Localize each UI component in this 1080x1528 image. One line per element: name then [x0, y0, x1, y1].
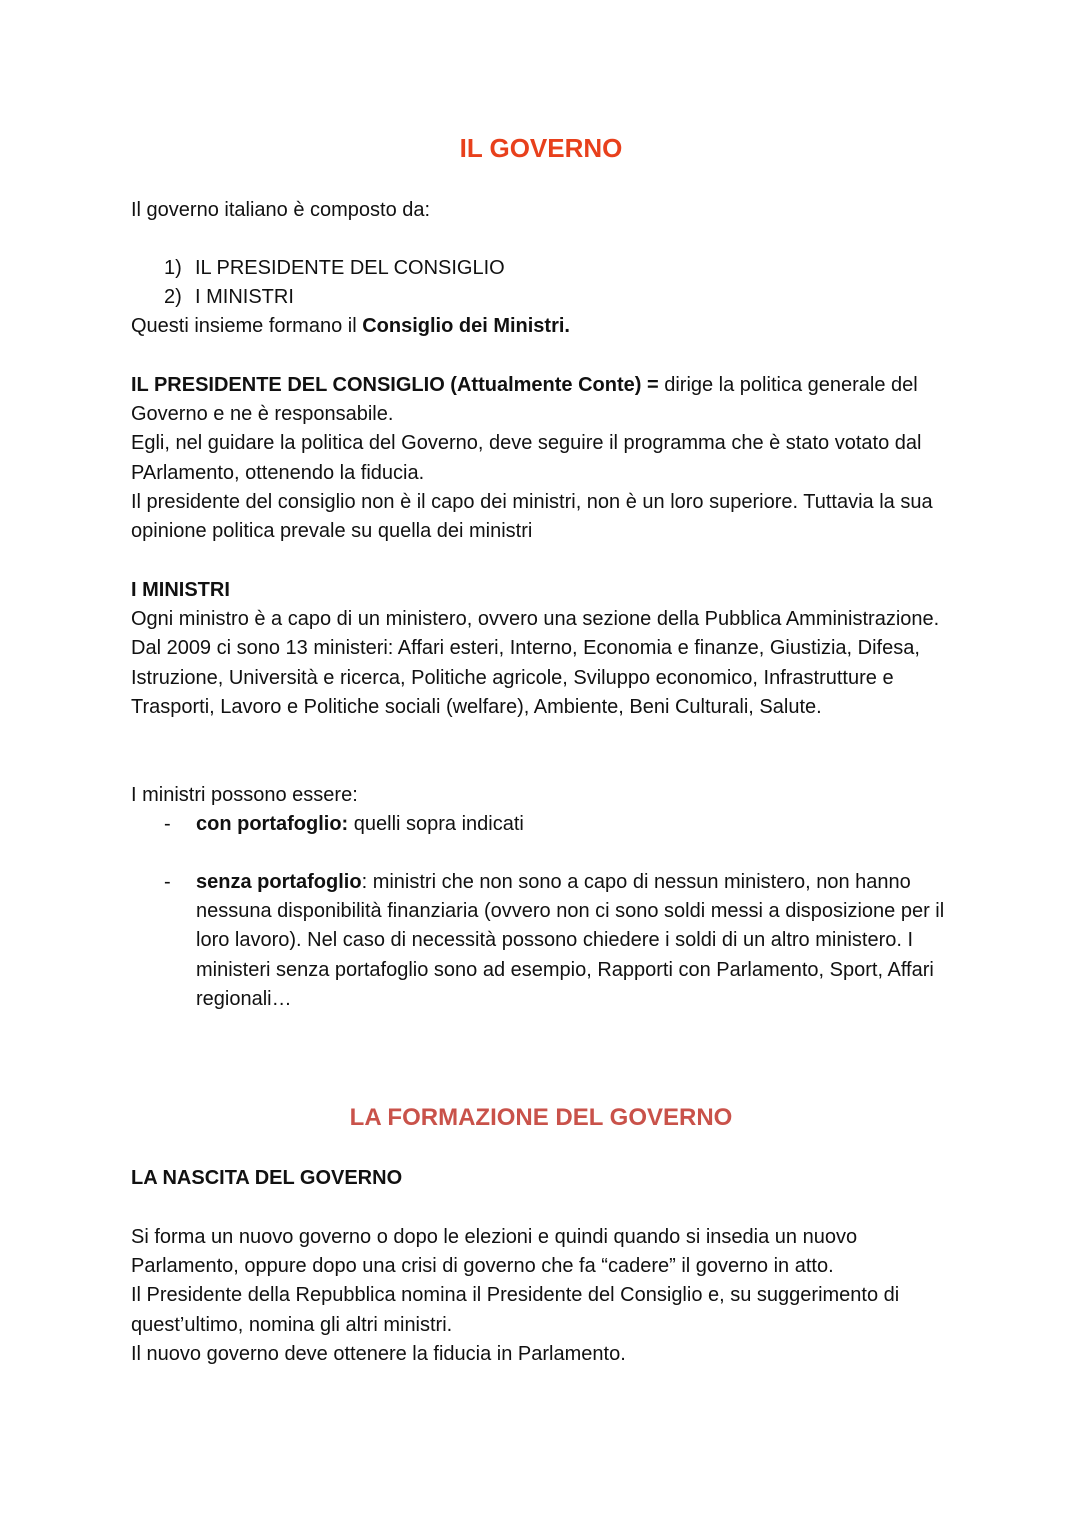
- ministri-types-section: [131, 781, 951, 839]
- ministri-types-section-2: [131, 868, 951, 1014]
- composition-list: [131, 254, 951, 342]
- presidente-section: [131, 371, 951, 546]
- presidente-text-2: Egli, nel guidare la politica del Governo, deve seguire il programma che è stato votato dal PArlamento, ottenendo la fiducia.: [131, 432, 922, 484]
- type-bold: con portafoglio:: [196, 813, 349, 836]
- list-text: I MINISTRI: [195, 286, 294, 309]
- types-intro: I ministri possono essere:: [131, 784, 358, 806]
- list-item: [131, 868, 951, 1014]
- nascita-text-2: Il Presidente della Repubblica nomina il Presidente del Consiglio e, su suggerimento di quest’ultimo, nomina gli altri ministri.: [131, 1284, 900, 1336]
- ministri-heading: I MINISTRI: [131, 579, 230, 601]
- nascita-text-3: Il nuovo governo deve ottenere la fiducia in Parlamento.: [131, 1342, 626, 1365]
- together-bold: Consiglio dei Ministri.: [362, 315, 570, 338]
- ministri-text: Ogni ministro è a capo di un ministero, ovvero una sezione della Pubblica Amministrazione. Dal 2009 ci sono 13 ministeri: Affari esteri, Interno, Economia e finanze, Giustizia, Difesa, Istruzione, Università e ricerca, Politiche agricole, Sviluppo economico, Infrastrutture e Trasporti, Lavoro e Politiche sociali (welfare), Ambiente, Beni Culturali, Salute.: [131, 608, 940, 718]
- type-bold: senza portafoglio: [196, 871, 362, 893]
- presidente-text-3: Il presidente del consiglio non è il capo dei ministri, non è un loro superiore. Tuttavia la sua opinione politica prevale su quella dei ministri: [131, 490, 933, 543]
- nascita-heading: LA NASCITA DEL GOVERNO: [131, 1167, 403, 1189]
- intro-text: Il governo italiano è composto da:: [131, 199, 431, 221]
- together-text: Questi insieme formano il: [131, 315, 363, 338]
- type-text: quelli sopra indicati: [348, 813, 524, 836]
- presidente-heading: IL PRESIDENTE DEL CONSIGLIO (Attualmente Conte) =: [131, 374, 659, 396]
- intro-block: [131, 196, 951, 225]
- list-number: 2): [164, 286, 182, 309]
- together-paragraph: [131, 312, 951, 341]
- list-item: [131, 810, 951, 839]
- list-item: [131, 283, 951, 312]
- nascita-heading-line: [131, 1164, 951, 1193]
- list-text: IL PRESIDENTE DEL CONSIGLIO: [195, 257, 505, 279]
- list-number: 1): [164, 257, 182, 279]
- nascita-section: [131, 1223, 951, 1369]
- section-title: LA FORMAZIONE DEL GOVERNO: [349, 1104, 733, 1131]
- dash-marker: -: [164, 871, 171, 893]
- ministri-heading-line: [131, 576, 951, 605]
- page-title: IL GOVERNO: [459, 133, 623, 163]
- presidente-paragraph: [131, 371, 951, 429]
- ministri-section: [131, 576, 951, 722]
- dash-marker: -: [164, 813, 171, 836]
- nascita-text-1: Si forma un nuovo governo o dopo le elezioni e quindi quando si insedia un nuovo Parlamento, oppure dopo una crisi di governo che fa “cadere” il governo in atto.: [131, 1226, 858, 1278]
- list-item: [131, 254, 951, 283]
- nascita-heading-block: [131, 1164, 951, 1193]
- type-text: : ministri che non sono a capo di nessun ministero, non hanno nessuna disponibilità finanziaria (ovvero non ci sono soldi messi a disposizione per il loro lavoro). Nel caso di necessità possono chiedere i soldi di un altro ministero. I ministeri senza portafoglio sono ad esempio, Rapporti con Parlamento, Sport, Affari regionali…: [196, 871, 945, 1010]
- presidente-text-1: dirige la politica generale del Governo e ne è responsabile.: [131, 374, 918, 426]
